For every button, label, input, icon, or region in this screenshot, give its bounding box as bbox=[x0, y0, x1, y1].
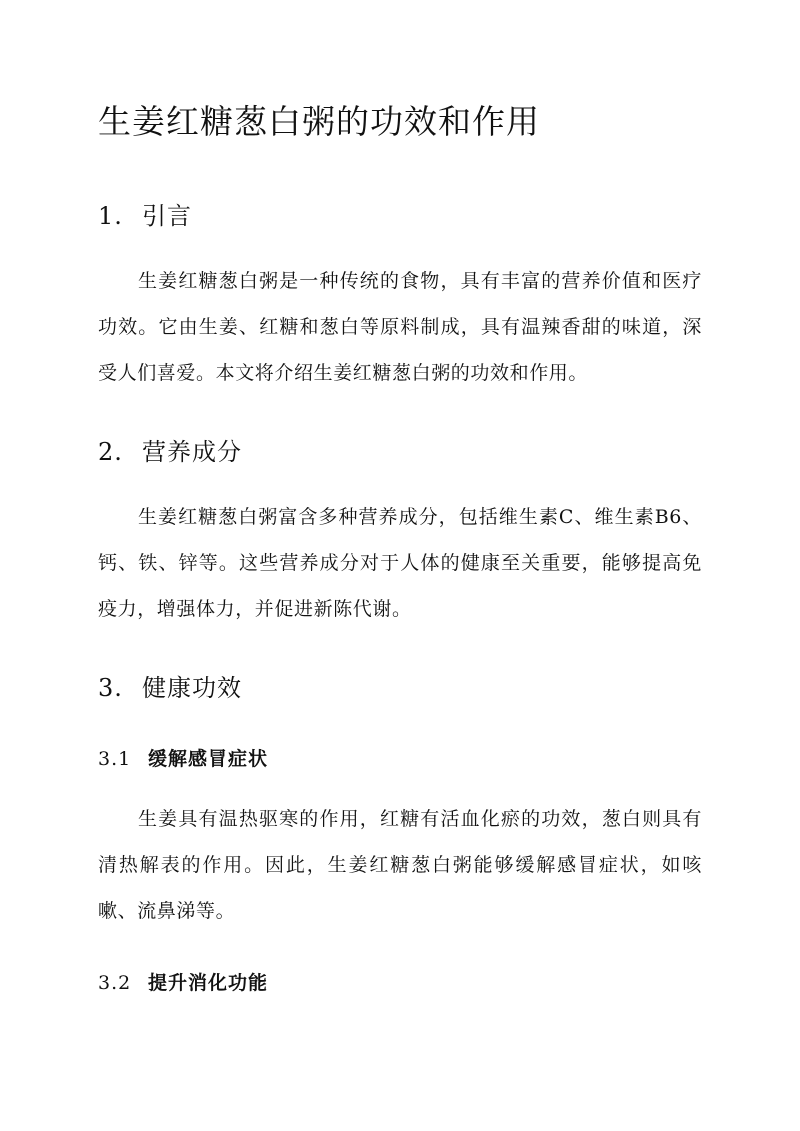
subsection-number: 3.2 bbox=[98, 972, 132, 994]
section-number: 2. bbox=[98, 438, 123, 466]
section-number: 1. bbox=[98, 202, 123, 230]
subsection-heading-digestion bbox=[98, 968, 268, 995]
section-number: 3. bbox=[98, 674, 123, 702]
section-paragraph-nutrition: 生姜红糖葱白粥富含多种营养成分，包括维生素C、维生素B6、钙、铁、锌等。这些营养成分对于人体的健康至关重要，能够提高免疫力，增强体力，并促进新陈代谢。 bbox=[98, 506, 702, 620]
section-heading-intro bbox=[98, 196, 192, 231]
section-heading-health bbox=[98, 668, 242, 703]
section-paragraph-intro: 生姜红糖葱白粥是一种传统的食物，具有丰富的营养价值和医疗功效。它由生姜、红糖和葱白等原料制成，具有温辣香甜的味道，深受人们喜爱。本文将介绍生姜红糖葱白粥的功效和作用。 bbox=[98, 270, 702, 384]
subsection-number: 3.1 bbox=[98, 748, 132, 770]
subsection-title: 缓解感冒症状 bbox=[148, 748, 269, 770]
section-title: 营养成分 bbox=[142, 438, 242, 466]
subsection-heading-cold-relief bbox=[98, 744, 268, 771]
subsection-title: 提升消化功能 bbox=[148, 972, 269, 994]
section-title: 健康功效 bbox=[142, 674, 242, 702]
section-title: 引言 bbox=[142, 202, 192, 230]
subsection-paragraph-cold-relief: 生姜具有温热驱寒的作用，红糖有活血化瘀的功效，葱白则具有清热解表的作用。因此，生姜红糖葱白粥能够缓解感冒症状，如咳嗽、流鼻涕等。 bbox=[98, 808, 702, 922]
document-title: 生姜红糖葱白粥的功效和作用 bbox=[98, 102, 540, 141]
section-heading-nutrition bbox=[98, 432, 242, 467]
